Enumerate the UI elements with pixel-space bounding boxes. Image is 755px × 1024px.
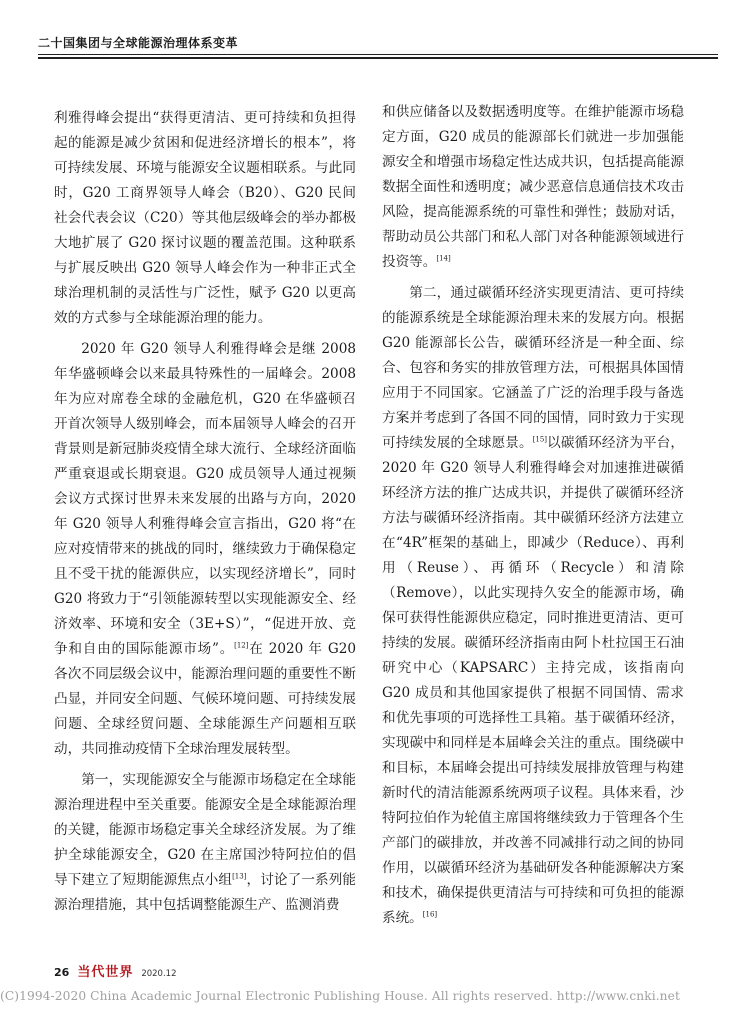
paragraph-text: 第二，通过碳循环经济实现更清洁、更可持续的能源系统是全球能源治理未来的发展方向。根据 G20 能源部长公告，碳循环经济是一种全面、综合、包容和务实的排放管理方法，可根据具体国情应用于不同国家。它涵盖了广泛的治理手段与备选方案并考虑到了各国不同的国情，同时致力于实现可持续发展的全球愿景。 xyxy=(382,285,684,451)
header-rule-thick xyxy=(38,57,718,59)
paragraph-text: 第一，实现能源安全与能源市场稳定在全球能源治理进程中至关重要。能源安全是全球能源治理的关键，能源市场稳定事关全球经济发展。为了维护全球能源安全，G20 在主席国沙特阿拉伯的倡导下建立了短期能源焦点小组 xyxy=(54,772,356,888)
paragraph xyxy=(54,337,356,762)
page-number: 26 xyxy=(54,966,70,979)
left-column xyxy=(54,106,356,918)
citation-marker: [12] xyxy=(234,641,249,650)
paragraph xyxy=(54,106,356,331)
paragraph-text: 2020 年 G20 领导人利雅得峰会是继 2008 年华盛顿峰会以来最具特殊性的一届峰会。2008 年为应对席卷全球的金融危机，G20 在华盛顿召开首次领导人级别峰会，而本届领导人峰会的召开背景则是新冠肺炎疫情全球大流行、全球经济面临严重衰退或长期衰退。G20 成员领导人通过视频会议方式探讨世界未来发展的出路与方向，2020 年 G20 领导人利雅得峰会宣言指出，G20 将“在应对疫情带来的挑战的同时，继续致力于确保稳定且不受干扰的能源供应，以实现经济增长”，同时 G20 将致力于“引领能源转型以实现能源安全、经济效率、环境和安全（3E+S）”，“促进开放、竞争和自由的国际能源市场”。 xyxy=(54,341,356,657)
citation-marker: [14] xyxy=(436,254,451,263)
paragraph-text: ，讨论了一系列能源治理措施，其中包括调整能源生产、监测消费 xyxy=(54,872,357,913)
citation-marker: [16] xyxy=(422,910,438,919)
issue-date: 2020.12 xyxy=(141,969,177,979)
paragraph-text: 利雅得峰会提出“获得更清洁、更可持续和负担得起的能源是减少贫困和促进经济增长的根本”，将可持续发展、环境与能源安全议题相联系。与此同时，G20 工商界领导人峰会（B20）、G20 民间社会代表会议（C20）等其他层级峰会的举办都极大地扩展了 G20 探讨议题的覆盖范围。这种联系与扩展反映出 G20 领导人峰会作为一种非正式全球治理机制的灵活性与广泛性，赋予 G20 以更高效的方式参与全球能源治理的能力。 xyxy=(54,110,356,326)
citation-marker: [15] xyxy=(532,435,548,444)
copyright-watermark: (C)1994-2020 China Academic Journal Electronic Publishing House. All rights reserved. http://www.cnki.net xyxy=(0,989,680,1003)
page-footer xyxy=(54,961,176,980)
journal-name: 当代世界 xyxy=(77,965,134,980)
citation-marker: [13] xyxy=(232,872,247,881)
running-title: 二十国集团与全球能源治理体系变革 xyxy=(38,36,239,50)
paragraph xyxy=(382,281,684,931)
paragraph-text: 在 2020 年 G20 各次不同层级会议中，能源治理问题的重要性不断凸显，并同安全问题、气候环境问题、可持续发展问题、全球经贸问题、全球能源生产问题相互联动，共同推动疫情下全球治理发展转型。 xyxy=(54,641,356,757)
right-column xyxy=(382,100,684,931)
paragraph xyxy=(54,768,356,918)
paragraph xyxy=(382,100,684,275)
header-rule-thin xyxy=(38,54,718,55)
paragraph-text: 以碳循环经济为平台，2020 年 G20 领导人利雅得峰会对加速推进碳循环经济方法的推广达成共识，并提供了碳循环经济方法与碳循环经济指南。其中碳循环经济方法建立在“4R”框架的基础上，即减少（Reduce）、再利用（Reuse）、再循环（Recycle）和清除（Remove），以此实现持久安全的能源市场，确保可获得性能源供应稳定，同时推进更清洁、更可持续的发展。碳循环经济指南由阿卜杜拉国王石油研究中心（KAPSARC）主持完成，该指南向 G20 成员和其他国家提供了根据不同国情、需求和优先事项的可选择性工具箱。基于碳循环经济，实现碳中和同样是本届峰会关注的重点。围绕碳中和目标，本届峰会提出可持续发展排放管理与构建新时代的清洁能源系统两项子议程。具体来看，沙特阿拉伯作为轮值主席国将继续致力于管理各个生产部门的碳排放，并改善不同减排行动之间的协同作用，以碳循环经济为基础研发各种能源解决方案和技术，确保提供更清洁与可持续和可负担的能源系统。 xyxy=(382,435,685,926)
paragraph-text: 和供应储备以及数据透明度等。在维护能源市场稳定方面，G20 成员的能源部长们就进一步加强能源安全和增强市场稳定性达成共识，包括提高能源数据全面性和透明度；减少恶意信息通信技术攻击风险，提高能源系统的可靠性和弹性；鼓励对话，帮助动员公共部门和私人部门对各种能源领域进行投资等。 xyxy=(382,104,684,270)
